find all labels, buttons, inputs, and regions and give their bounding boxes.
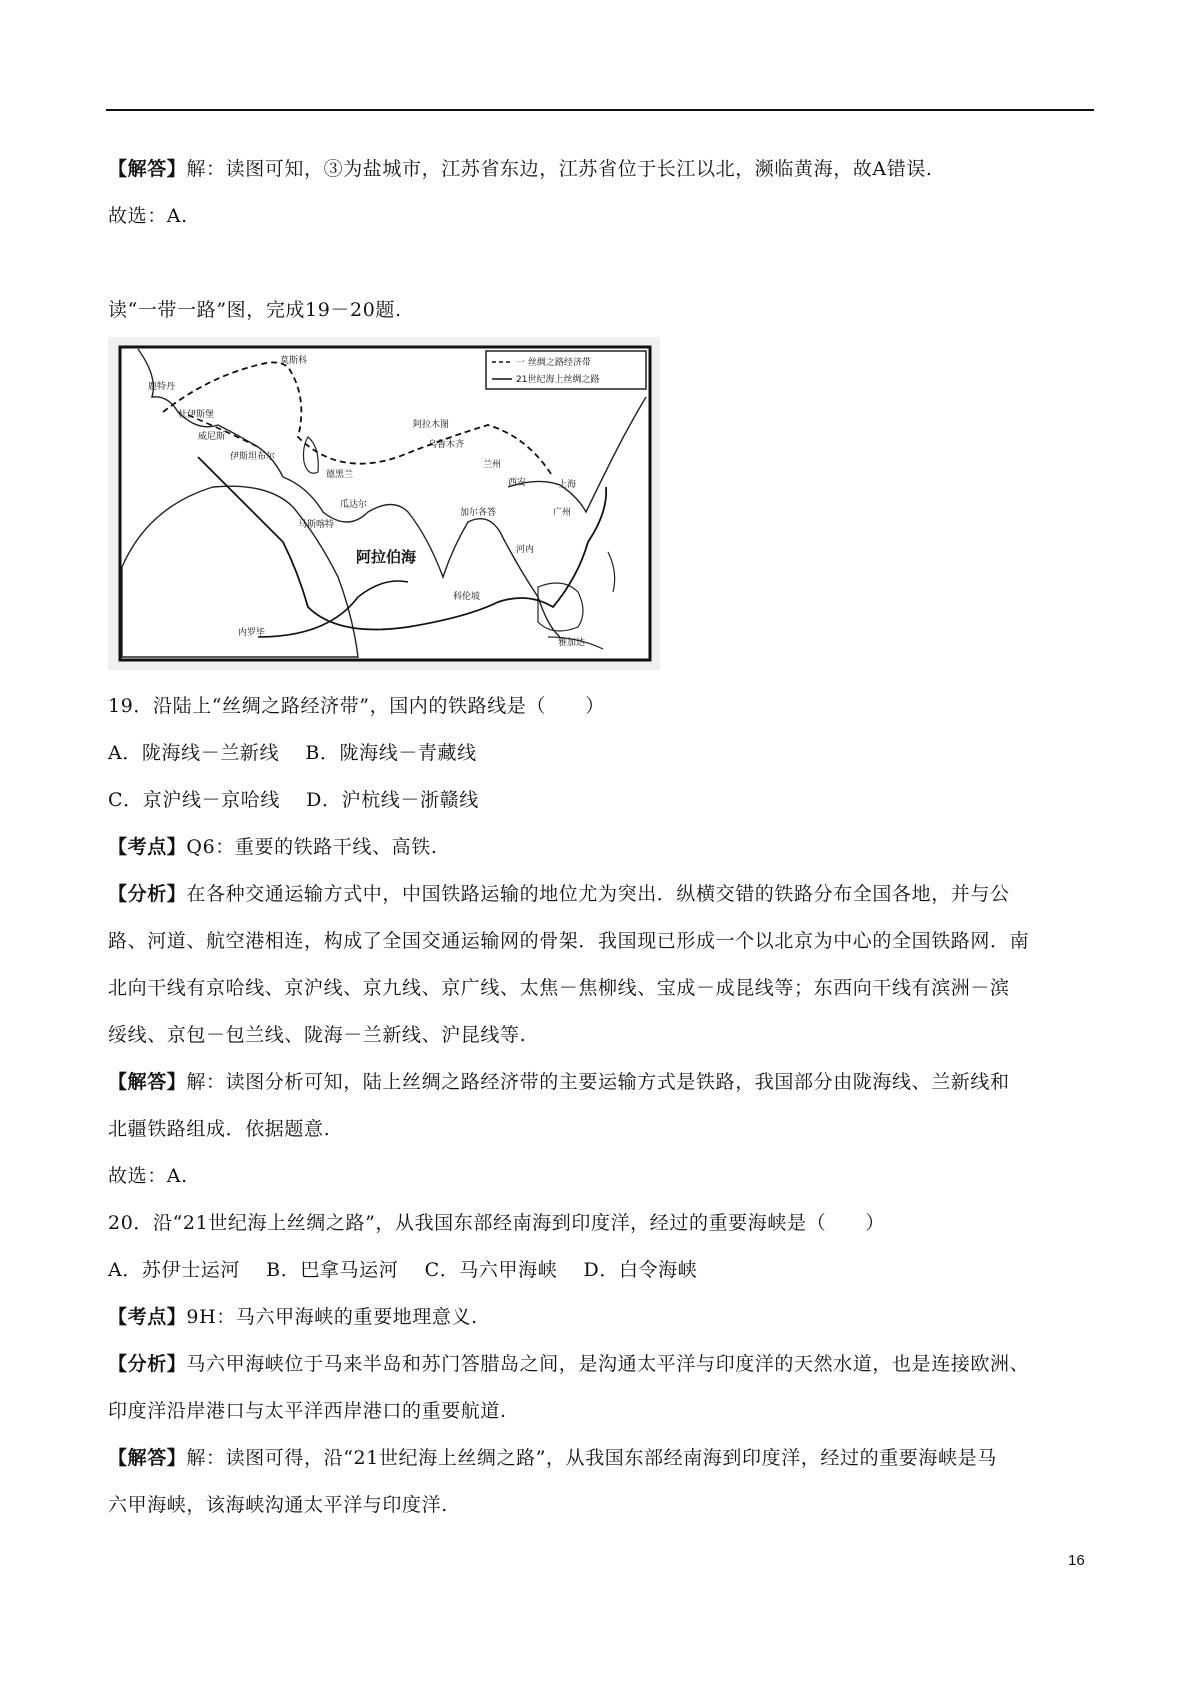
belt-and-road-map [108,337,660,670]
text-line [108,834,438,860]
legend-maritime: 21世纪海上丝绸之路 [516,375,600,385]
place-label: 乌鲁木齐 [428,440,465,450]
section-tag: 【考点】 [108,836,187,858]
text-line [108,1351,1029,1377]
place-label: 瓜达尔 [340,500,368,510]
text-line [108,1116,330,1142]
line-text: 19．沿陆上“丝绸之路经济带”，国内的铁路线是（ ） [108,695,605,717]
text-line [108,203,188,229]
place-label: 雅加达 [558,638,586,648]
line-text: 故选：A. [108,1165,188,1187]
line-text: C．京沪线－京哈线 D．沪杭线－浙赣线 [108,789,479,811]
section-tag: 【解答】 [108,1447,187,1469]
line-text: 北疆铁路组成．依据题意. [108,1118,331,1140]
line-text: 在各种交通运输方式中，中国铁路运输的地位尤为突出．纵横交错的铁路分布全国各地，并与公 [186,883,1010,905]
place-label: 伊斯坦布尔 [230,452,276,462]
ocean-label: 阿拉伯海 [356,548,417,566]
text-line [108,1398,507,1424]
section-tag: 【考点】 [108,1306,187,1328]
text-line [108,1210,885,1236]
section-tag: 【解答】 [108,1071,187,1093]
header-rule [106,109,1094,111]
text-line [108,881,1010,907]
text-line [108,1069,1010,1095]
place-label: 威尼斯 [198,432,226,442]
line-text: 印度洋沿岸港口与太平洋西岸港口的重要航道. [108,1400,507,1422]
text-line [108,975,1010,1001]
legend-belt: 一 丝绸之路经济带 [516,358,591,368]
place-label: 莫斯科 [280,356,308,366]
section-tag: 【分析】 [108,1353,187,1375]
section-tag: 【解答】 [108,158,187,180]
line-text: 路、河道、航空港相连，构成了全国交通运输网的骨架．我国现已形成一个以北京为中心的全国铁路网．南 [108,930,1030,952]
line-text: 六甲海峡，该海峡沟通太平洋与印度洋. [108,1494,448,1516]
line-text: Q6：重要的铁路干线、高铁. [186,836,438,858]
text-line [108,1022,526,1048]
place-label: 广州 [553,508,572,518]
place-label: 鹿特丹 [148,382,176,392]
text-line [108,297,402,323]
place-label: 河内 [516,545,535,555]
place-label: 科伦坡 [453,592,481,602]
line-text: 9H：马六甲海峡的重要地理意义. [186,1306,478,1328]
text-line [108,928,1029,954]
place-label: 杜伊斯堡 [178,410,215,420]
text-line [108,787,479,813]
place-label: 内罗毕 [238,628,266,638]
place-label: 阿拉木图 [413,420,450,430]
place-label: 西安 [508,478,527,488]
place-label: 加尔各答 [460,508,497,518]
place-label: 上海 [558,480,577,490]
line-text: 20．沿“21世纪海上丝绸之路”，从我国东部经南海到印度洋，经过的重要海峡是（ ） [108,1212,885,1234]
text-line [108,1257,697,1283]
line-text: 读“一带一路”图，完成19－20题. [108,299,402,321]
text-line [108,1445,997,1471]
line-text: 马六甲海峡位于马来半岛和苏门答腊岛之间，是沟通太平洋与印度洋的天然水道，也是连接欧洲、 [186,1353,1030,1375]
text-line [108,693,605,719]
section-tag: 【分析】 [108,883,187,905]
page-number: 16 [1068,1552,1085,1569]
line-text: 解：读图可知，③为盐城市，江苏省东边，江苏省位于长江以北，濒临黄海，故A错误. [186,158,933,180]
text-line [108,1304,478,1330]
place-label: 德黑兰 [326,470,354,480]
place-label: 马斯喀特 [298,520,335,530]
line-text: A．苏伊士运河 B．巴拿马运河 C．马六甲海峡 D．白令海峡 [108,1259,698,1281]
line-text: 绥线、京包－包兰线、陇海－兰新线、沪昆线等. [108,1024,527,1046]
text-line [108,1492,448,1518]
text-line [108,1163,188,1189]
text-line [108,740,477,766]
line-text: A．陇海线－兰新线 B．陇海线－青藏线 [108,742,477,764]
line-text: 解：读图分析可知，陆上丝绸之路经济带的主要运输方式是铁路，我国部分由陇海线、兰新线和 [186,1071,1010,1093]
line-text: 故选：A. [108,205,188,227]
line-text: 解：读图可得，沿“21世纪海上丝绸之路”，从我国东部经南海到印度洋，经过的重要海峡是马 [186,1447,997,1469]
place-label: 兰州 [483,460,502,470]
line-text: 北向干线有京哈线、京沪线、京九线、京广线、太焦－焦柳线、宝成－成昆线等；东西向干线有滨洲－滨 [108,977,1010,999]
text-line [108,156,933,182]
